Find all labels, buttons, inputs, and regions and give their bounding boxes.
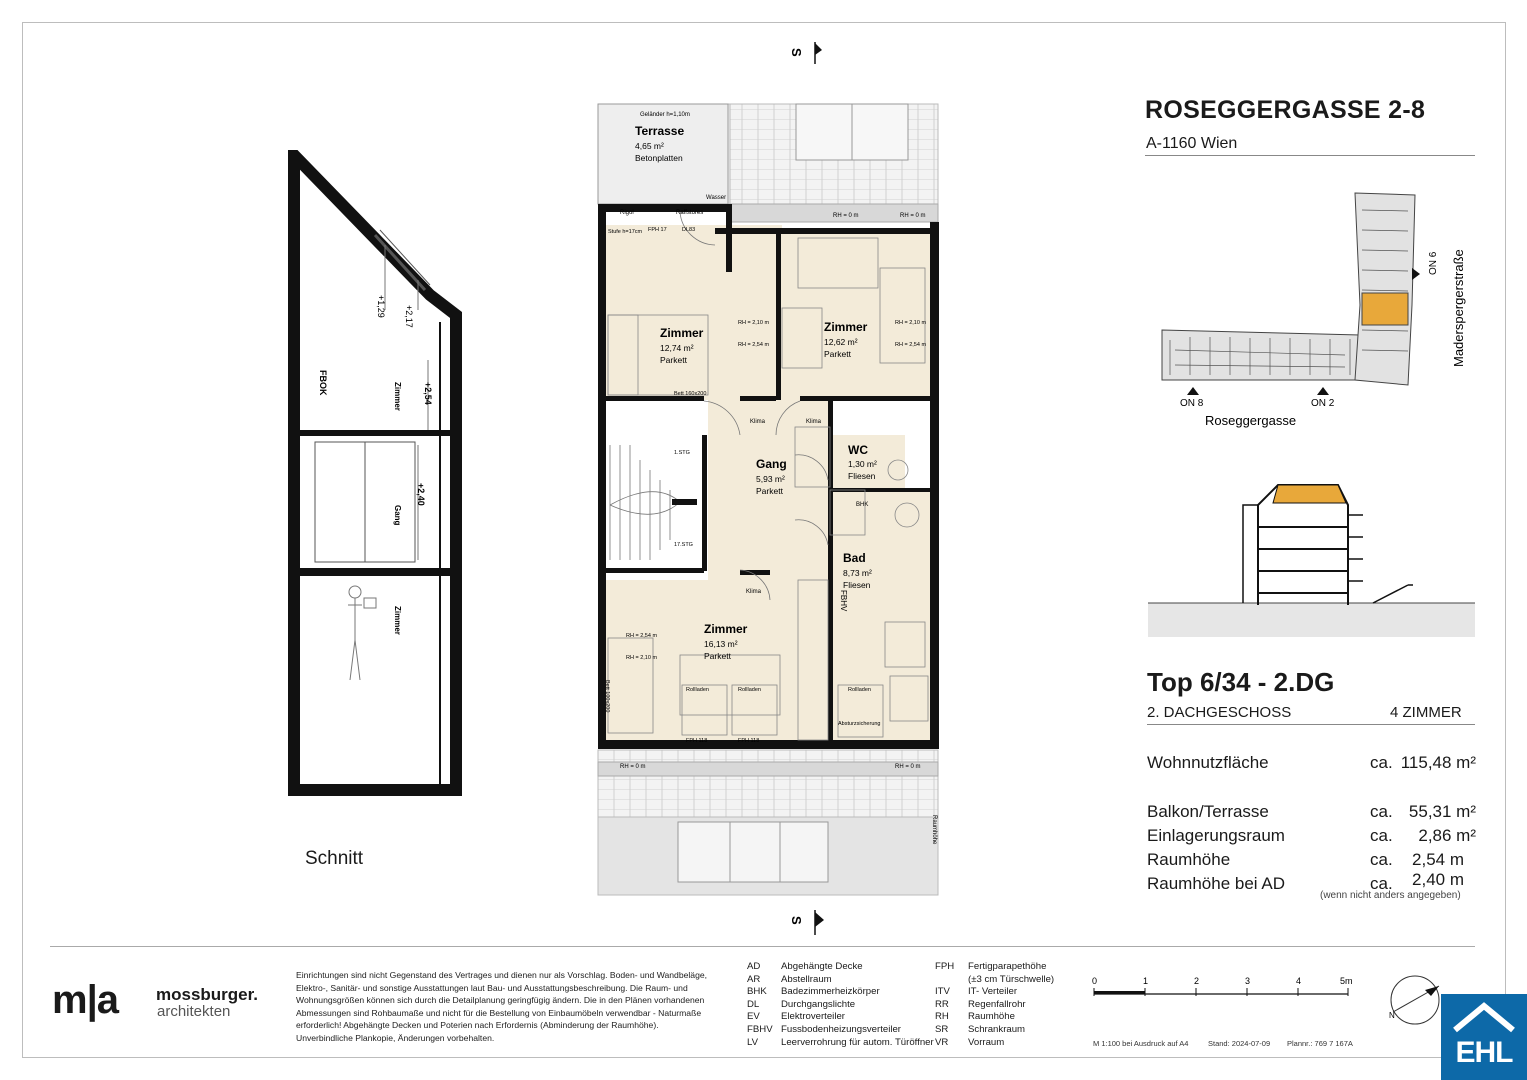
room-floor: Fliesen [843,580,871,590]
svg-text:BHK: BHK [856,502,869,508]
unit-title: Top 6/34 - 2.DG [1147,667,1335,697]
room-name: Zimmer [660,326,704,340]
footer-divider [50,946,1475,947]
svg-text:5m: 5m [1340,976,1353,986]
svg-text:Klima: Klima [750,419,766,425]
svg-text:2: 2 [1194,976,1200,986]
disclaimer-text: Einrichtungen sind nicht Gegenstand des Vertrages und dienen nur als Vorschlag. Boden- und Wandbeläge, Elektro-, Sanitär- und sonstige Ausstattungen laut Bau- und Ausstattungsbeschreibung. Die Raum- und Wohnungsgrößen können sich durch die Detailplanung geringfügig ändern. Die in den Plänen vorhandenen Abmessungen sind Rohbaumaße und nicht für die Bestellung von Einbaumöbeln verwendbar - Naturmaße erforderlich! Abgehängte Decken und Poterien nach Erfordernis (Abminderung der Raumhöhe). Unverbindliche Plankopie, Änderungen vorbehalten. [296,970,708,1043]
section-slab [294,568,454,576]
svg-text:1: 1 [1143,976,1149,986]
section-label: +2,40 [416,483,426,506]
svg-text:Rollladen: Rollladen [738,687,761,693]
person-figure [348,586,376,680]
svg-text:RH = 0 m: RH = 0 m [895,764,921,770]
room-bad [833,492,930,742]
svg-text:Rollladen: Rollladen [686,687,709,693]
divider [1147,724,1475,725]
area-label: Wohnnutzfläche [1147,753,1269,772]
area-label: Raumhöhe [1147,850,1231,869]
svg-text:FPH 118: FPH 118 [738,738,760,744]
area-note: (wenn nicht anders angegeben) [1320,890,1461,901]
area-prefix: ca. [1370,874,1393,893]
project-title: ROSEGGERGASSE 2-8 [1145,96,1426,124]
svg-text:DL83: DL83 [682,227,696,233]
svg-text:4: 4 [1296,976,1302,986]
area-prefix: ca. [1370,850,1393,869]
svg-text:Wasser: Wasser [706,195,727,201]
svg-text:N: N [1389,1011,1395,1020]
svg-text:S: S [789,48,804,57]
section-label: +1,29 [376,295,386,318]
area-prefix: ca. [1370,826,1393,845]
room-zimmer-2 [780,232,930,400]
scale-note: M 1:100 bei Ausdruck auf A4 [1093,1039,1189,1048]
svg-text:RH = 0 m: RH = 0 m [833,213,859,219]
room-zimmer-3 [604,580,836,742]
room-name: Zimmer [824,320,868,334]
room-floor: Fliesen [848,471,876,481]
area-prefix: ca. [1370,753,1393,772]
svg-text:S: S [789,916,804,925]
building-block [1355,193,1415,385]
svg-text:3: 3 [1245,976,1251,986]
svg-text:Raffstores: Raffstores [676,210,704,216]
svg-text:RH = 2,10 m: RH = 2,10 m [738,320,770,326]
room-area: 16,13 m² [704,639,738,649]
site-marker: ON 6 [1428,251,1439,275]
room-area: 4,65 m² [635,141,664,151]
unit-rooms: 4 ZIMMER [1390,704,1462,721]
room-name: WC [848,443,868,457]
street-name: Maderspergerstraße [1451,249,1466,367]
svg-text:RH = 2,10 m: RH = 2,10 m [626,655,658,661]
svg-text:FPH 17: FPH 17 [648,227,667,233]
section-label: Zimmer [393,606,402,635]
abbreviations-list-2: FPH Fertigparapethöhe (±3 cm Türschwelle) ITV IT- Verteiler RR Regenfallrohr RH Raumhöhe SR Schrankraum VR Vorraum [935,961,1055,1048]
room-area: 1,30 m² [848,459,877,469]
svg-text:RH = 0 m: RH = 0 m [900,213,926,219]
section-label: Zimmer [393,382,402,411]
site-plan [1150,185,1480,435]
svg-text:Bett 160x200: Bett 160x200 [674,391,707,397]
room-floor: Parkett [704,651,731,661]
room-area: 12,74 m² [660,343,694,353]
scale-bar [1088,972,1358,1002]
floor-plan [590,40,950,940]
plan-number: Plannr.: 769 7 167A [1287,1039,1353,1048]
street-name: Roseggergasse [1205,413,1297,428]
svg-text:Klima: Klima [806,419,822,425]
architect-logo-name: mossburger. [156,985,259,1004]
area-prefix: ca. [1370,802,1393,821]
svg-text:RH = 2,54 m: RH = 2,54 m [895,342,927,348]
plan-date: Stand: 2024-07-09 [1208,1039,1271,1048]
room-name: Gang [756,457,787,471]
svg-text:Absturzsicherung: Absturzsicherung [838,721,881,727]
ehl-logo: EHL [1441,994,1527,1080]
svg-text:Geländer h=1,10m: Geländer h=1,10m [640,112,690,118]
section-label: FBOK [318,370,328,396]
north-arrow-icon [1385,968,1445,1028]
area-value: 2,86 m² [1418,826,1476,845]
section-label: Gang [393,505,402,526]
svg-text:FBHV: FBHV [839,590,848,612]
svg-text:RH = 2,54 m: RH = 2,54 m [738,342,770,348]
room-floor: Parkett [756,486,783,496]
svg-text:RH = 0 m: RH = 0 m [620,764,646,770]
architect-logo-mark: m|a [52,978,119,1022]
architect-logo-sub: architekten [157,1003,231,1020]
svg-text:Rollladen: Rollladen [848,687,871,693]
room-area: 8,73 m² [843,568,872,578]
room-name: Bad [843,551,866,565]
area-value: 115,48 m² [1400,753,1476,772]
section-slab [294,430,454,436]
area-label: Raumhöhe bei AD [1147,874,1285,893]
divider [1145,155,1475,156]
svg-text:RH = 2,54 m: RH = 2,54 m [626,633,658,639]
room-area: 12,62 m² [824,337,858,347]
area-label: Einlagerungsraum [1147,826,1285,845]
room-area: 5,93 m² [756,474,785,484]
room-floor: Parkett [824,349,851,359]
svg-text:Rigol: Rigol [620,210,634,216]
area-value: 55,31 m² [1408,802,1476,821]
area-label: Balkon/Terrasse [1147,802,1269,821]
room-zimmer-1 [604,225,782,400]
section-label: +2,54 [423,382,433,405]
svg-text:0: 0 [1092,976,1098,986]
section-label: +2,17 [404,305,414,328]
section-title: Schnitt [305,848,364,869]
svg-text:RH = 2,10 m: RH = 2,10 m [895,320,927,326]
area-value: 2,54 m [1412,850,1464,869]
abbreviations-list-1: AD Abgehängte Decke AR Abstellraum BHK Badezimmerheizkörper DL Durchgangslichte EV Elektroverteiler FBHV Fussbodenheizungsverteiler LV Leerverrohrung für autom. Türöffner [747,961,934,1048]
unit-floor: 2. DACHGESCHOSS [1147,704,1292,721]
svg-text:Bett 100x200: Bett 100x200 [604,680,610,713]
svg-text:FPH 118: FPH 118 [686,738,708,744]
room-name: Terrasse [635,124,685,138]
section-outline [294,155,456,790]
north-marker-bottom [789,910,824,935]
svg-text:1.STG: 1.STG [674,450,690,456]
room-floor: Parkett [660,355,687,365]
section-drawing [280,150,480,800]
svg-text:Raumhöhe: Raumhöhe [931,815,937,845]
site-marker: ON 8 [1180,398,1204,409]
building-section-icon [1148,475,1478,640]
room-floor: Betonplatten [635,153,683,163]
svg-text:Stufe h=17cm: Stufe h=17cm [608,229,643,235]
site-marker: ON 2 [1311,398,1335,409]
svg-text:Klima: Klima [746,589,762,595]
room-name: Zimmer [704,622,748,636]
unit-highlight [1362,293,1408,325]
svg-text:17.STG: 17.STG [674,542,693,548]
project-address: A-1160 Wien [1146,135,1238,152]
north-marker-top [789,42,822,64]
area-value: 2,40 m [1412,870,1464,889]
